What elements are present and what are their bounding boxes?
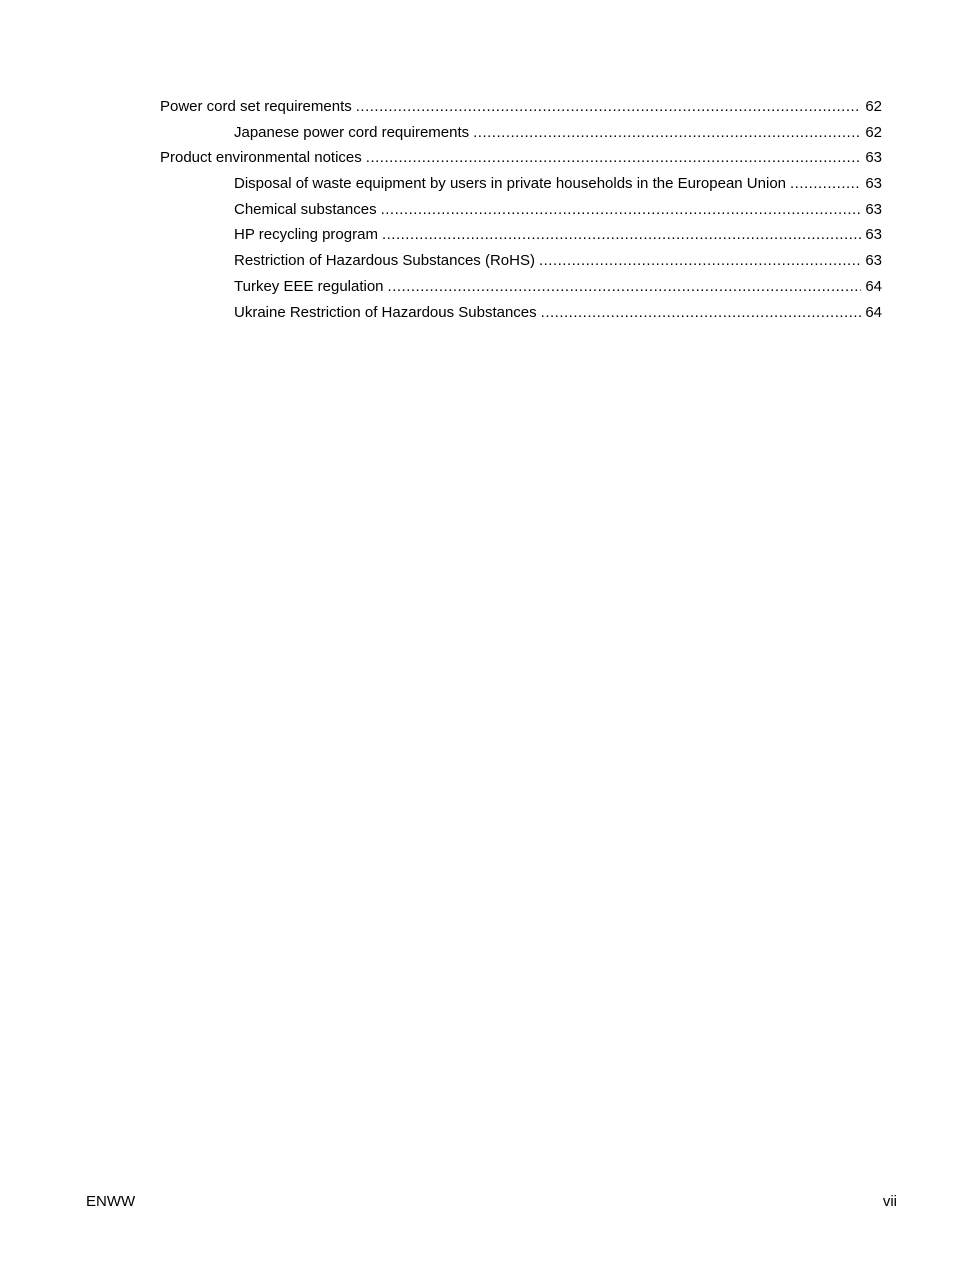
toc-entry-page[interactable]: 63 (865, 200, 882, 218)
toc-entry-page[interactable]: 63 (865, 252, 882, 270)
toc-dot-leader (381, 197, 862, 223)
toc-entry-page[interactable]: 64 (865, 277, 882, 295)
toc-entry-title[interactable]: Ukraine Restriction of Hazardous Substances (234, 303, 537, 321)
toc-entry-title[interactable]: Restriction of Hazardous Substances (RoHS) (234, 252, 535, 270)
toc-entry-chemical-substances[interactable] (160, 197, 882, 223)
toc-entry-power-cord-set-requirements[interactable] (160, 94, 882, 120)
toc-entry-hp-recycling-program[interactable] (160, 222, 882, 248)
toc-dot-leader (382, 222, 861, 248)
toc-dot-leader (356, 94, 862, 120)
toc-entry-title[interactable]: Turkey EEE regulation (234, 277, 384, 295)
toc-entry-title[interactable]: Chemical substances (234, 200, 377, 218)
toc-entry-product-environmental-notices[interactable] (160, 145, 882, 171)
toc-entry-page[interactable]: 63 (865, 226, 882, 244)
toc-dot-leader (539, 248, 861, 274)
toc-entry-page[interactable]: 62 (865, 123, 882, 141)
toc-entry-page[interactable]: 63 (865, 175, 882, 193)
toc-entry-ukraine-restriction-of-hazardous-substances[interactable] (160, 300, 882, 326)
toc-entry-title[interactable]: Power cord set requirements (160, 98, 352, 115)
toc-entry-title[interactable]: HP recycling program (234, 226, 378, 244)
toc-entry-page[interactable]: 62 (865, 98, 882, 115)
toc-entry-restriction-of-hazardous-substances-rohs[interactable] (160, 248, 882, 274)
toc-entry-page[interactable]: 64 (865, 303, 882, 321)
toc-entry-turkey-eee-regulation[interactable] (160, 274, 882, 300)
toc-dot-leader (790, 171, 861, 197)
toc-entry-title[interactable]: Product environmental notices (160, 149, 362, 167)
toc-entry-page[interactable]: 63 (865, 149, 882, 167)
toc-entry-title[interactable]: Disposal of waste equipment by users in private households in the European Union (234, 175, 786, 193)
toc-entry-disposal-of-waste-equipment[interactable] (160, 171, 882, 197)
toc-entry-japanese-power-cord-requirements[interactable] (160, 120, 882, 146)
toc-dot-leader (541, 300, 862, 326)
table-of-contents (160, 94, 882, 325)
toc-dot-leader (473, 120, 861, 146)
toc-entry-title[interactable]: Japanese power cord requirements (234, 123, 470, 141)
toc-dot-leader (388, 274, 862, 300)
toc-dot-leader (366, 145, 862, 171)
footer-page-number: vii (882, 1193, 897, 1210)
footer-document-code: ENWW (86, 1193, 136, 1210)
